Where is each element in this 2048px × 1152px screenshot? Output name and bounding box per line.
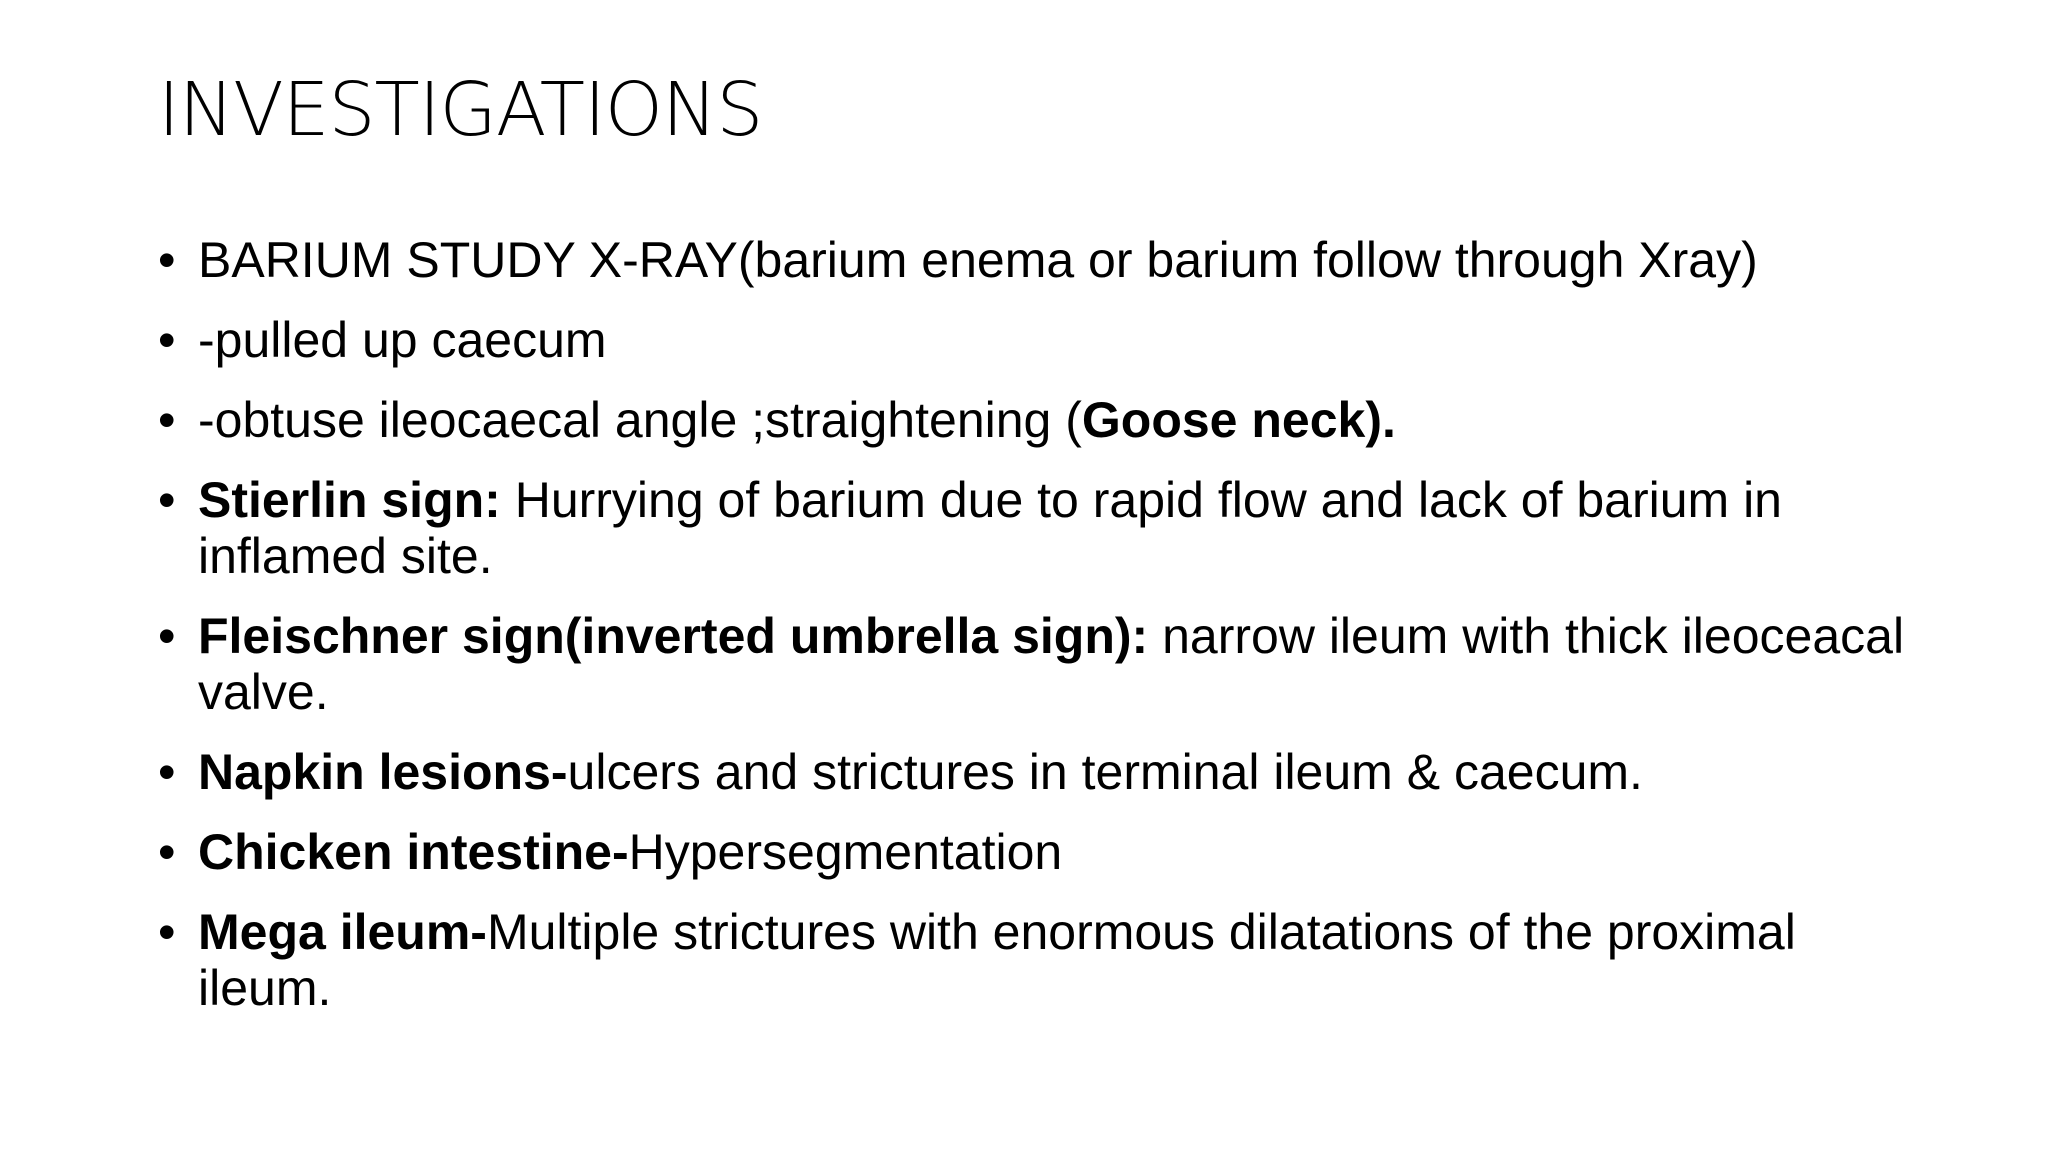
- bullet-item-mega-ileum: [158, 904, 1938, 1016]
- bullet-text: -obtuse ileocaecal angle ;straightening (: [198, 392, 1082, 448]
- slide-title: INVESTIGATIONS: [158, 67, 763, 153]
- bullet-bold-term: Napkin lesions-: [198, 744, 568, 800]
- bullet-text: -pulled up caecum: [198, 312, 607, 368]
- bullet-dot: •: [158, 312, 176, 368]
- bullet-text: Hurrying of barium due to rapid flow and lack of barium in inflamed site.: [198, 472, 1782, 584]
- bullet-text: BARIUM STUDY X-RAY(barium enema or barium follow through Xray): [198, 232, 1758, 288]
- bullet-item-napkin-lesions: [158, 744, 1938, 800]
- bullet-bold-term: Goose neck).: [1081, 392, 1396, 448]
- bullet-dot: •: [158, 744, 176, 800]
- bullet-bold-term: Fleischner sign(inverted umbrella sign):: [198, 608, 1149, 664]
- bullet-dot: •: [158, 904, 176, 960]
- bullet-item-fleischner-sign: [158, 608, 1938, 720]
- bullet-dot: •: [158, 232, 176, 288]
- bullet-item-chicken-intestine: [158, 824, 1938, 880]
- bullet-text: Hypersegmentation: [628, 824, 1063, 880]
- bullet-dot: •: [158, 472, 176, 528]
- bullet-item-stierlin-sign: [158, 472, 1938, 584]
- bullet-dot: •: [158, 392, 176, 448]
- bullet-bold-term: Chicken intestine-: [198, 824, 629, 880]
- bullet-bold-term: Stierlin sign:: [198, 472, 501, 528]
- bullet-item-barium-study: [158, 232, 1938, 288]
- bullet-item-pulled-up-caecum: [158, 312, 1938, 368]
- bullet-dot: •: [158, 824, 176, 880]
- bullet-bold-term: Mega ileum-: [198, 904, 487, 960]
- bullet-text: ulcers and strictures in terminal ileum & caecum.: [567, 744, 1643, 800]
- bullet-list: [158, 232, 1938, 1040]
- bullet-item-obtuse-angle: [158, 392, 1938, 448]
- bullet-dot: •: [158, 608, 176, 664]
- bullet-text: Multiple strictures with enormous dilatations of the proximal ileum.: [198, 904, 1796, 1016]
- bullet-text: narrow ileum with thick ileoceacal valve.: [198, 608, 1905, 720]
